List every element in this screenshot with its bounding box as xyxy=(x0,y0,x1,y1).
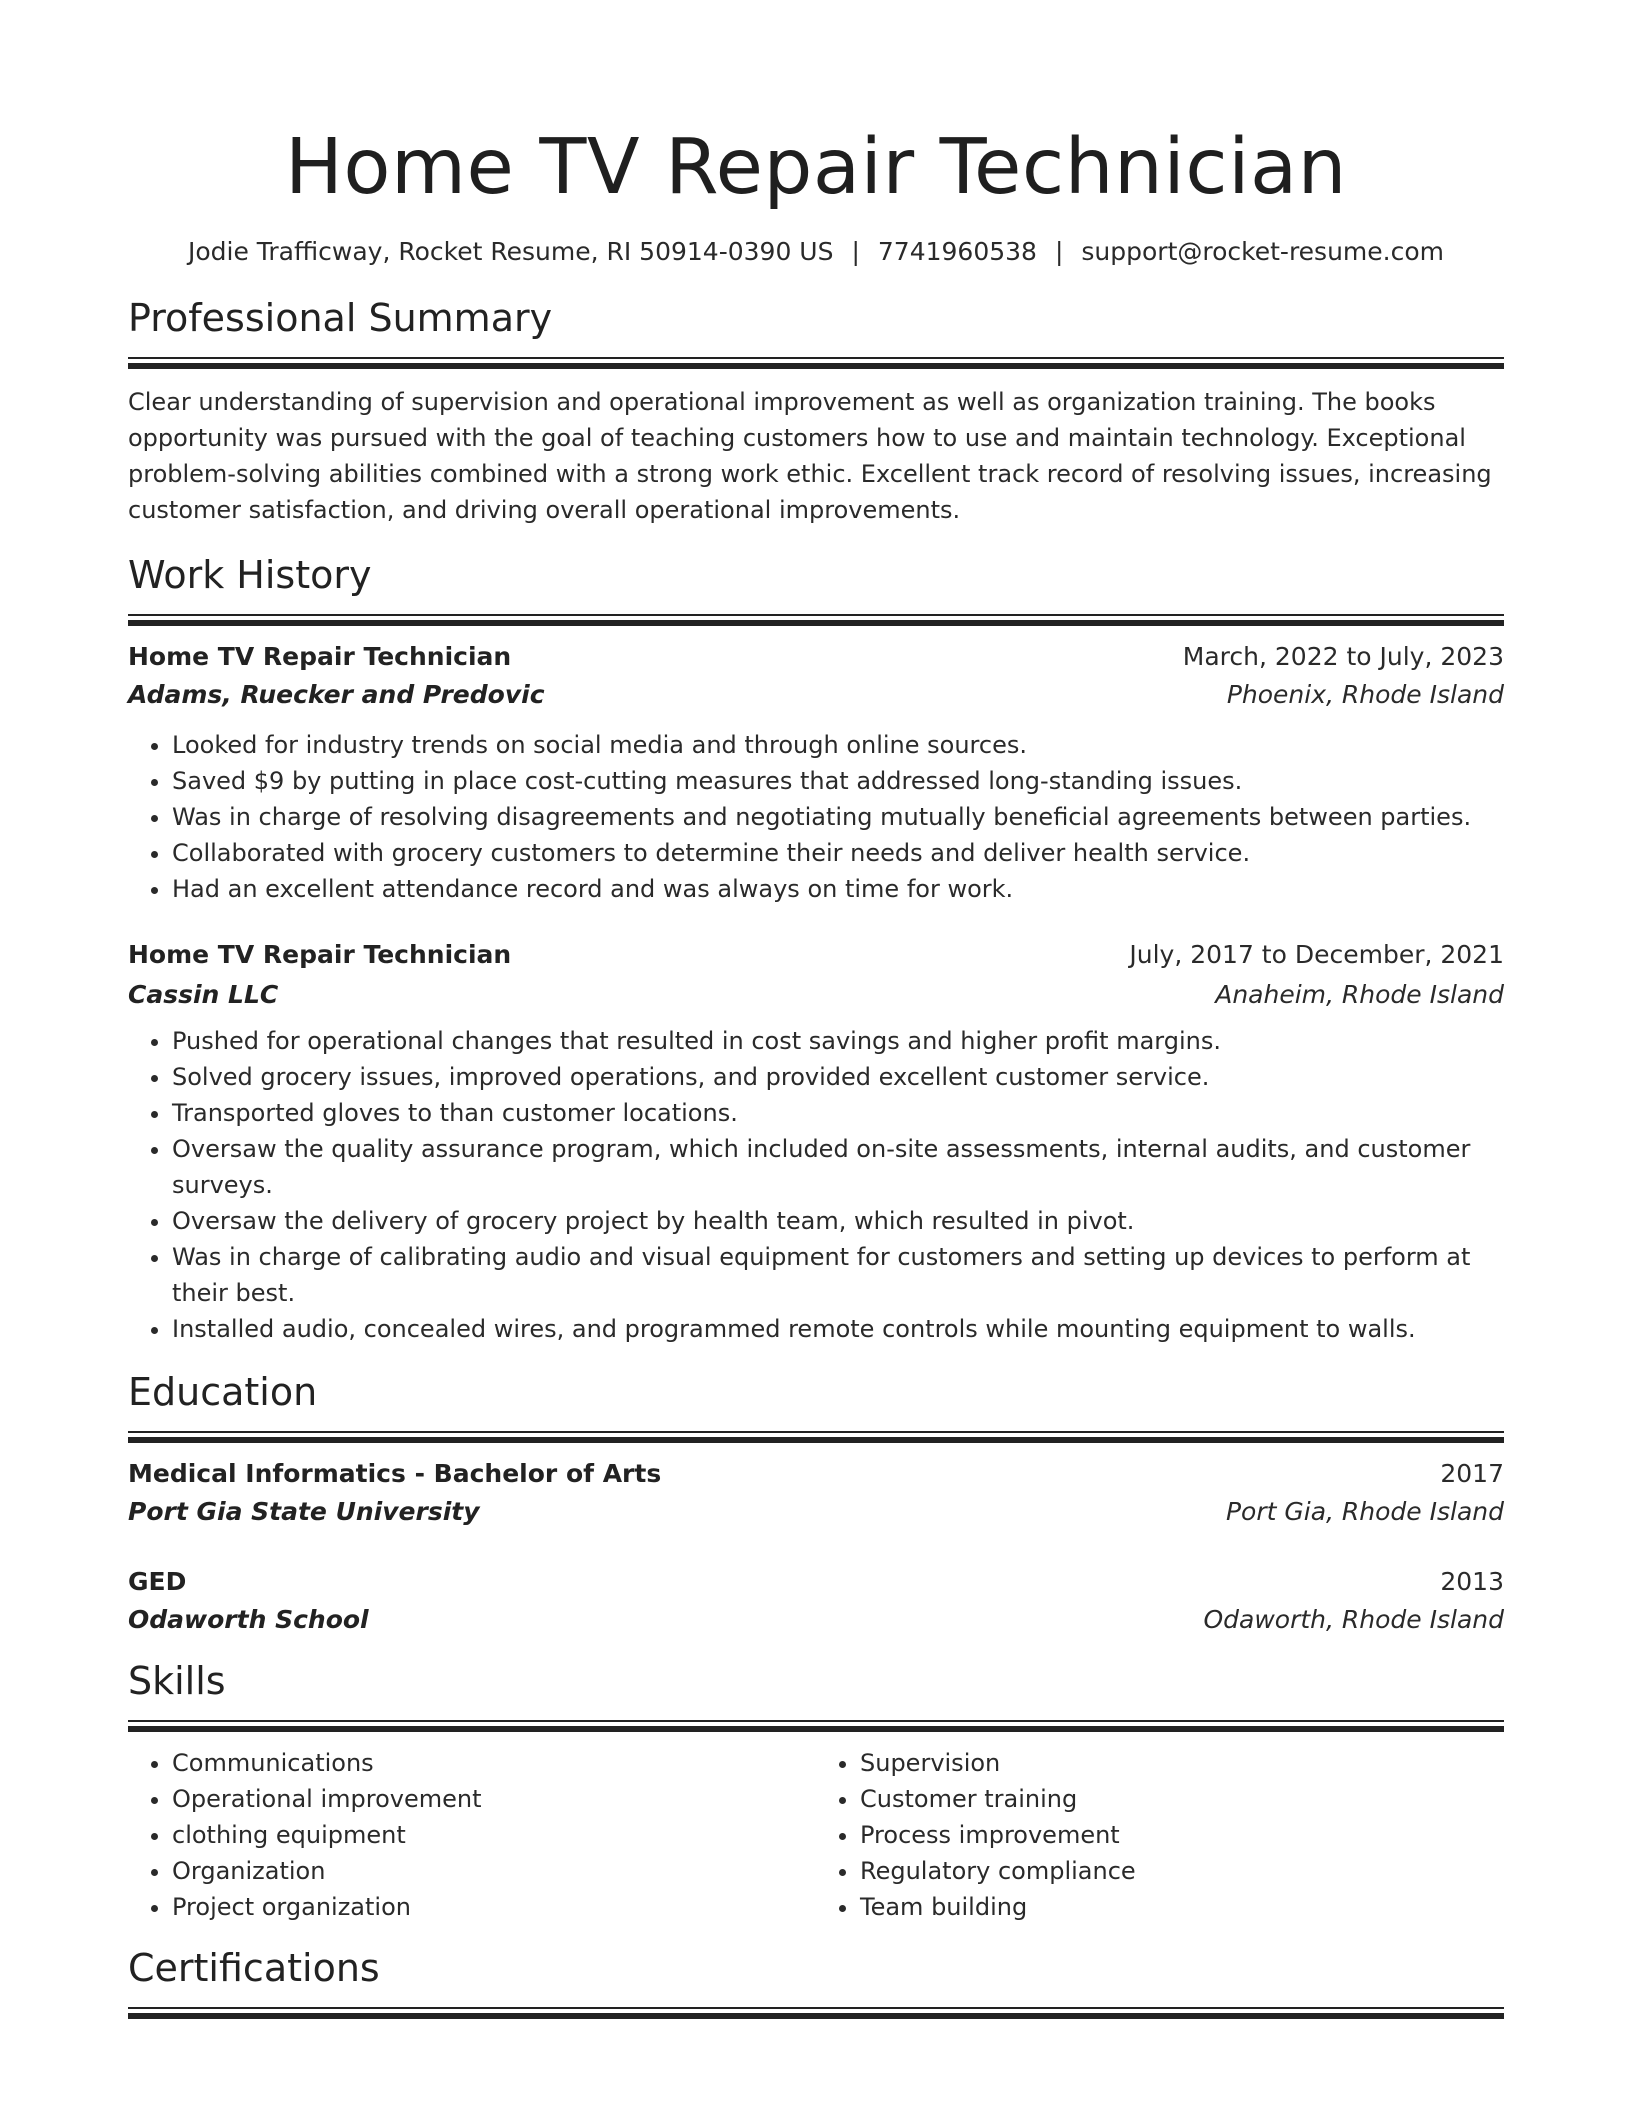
education-school: Port Gia State University xyxy=(128,1497,480,1526)
list-item: • Was in charge of resolving disagreements and negotiating mutually beneficial agreements between parties. xyxy=(172,799,1504,835)
job-entry xyxy=(128,639,1504,907)
list-item: • Pushed for operational changes that resulted in cost savings and higher profit margins. xyxy=(172,1023,1504,1059)
list-item: • Was in charge of calibrating audio and visual equipment for customers and setting up devices to perform at their best. xyxy=(172,1239,1504,1311)
summary-section xyxy=(128,293,1504,528)
skill-item: • Customer training xyxy=(860,1781,1504,1817)
section-title-work-history: Work History xyxy=(128,553,372,597)
education-degree: Medical Informatics - Bachelor of Arts xyxy=(128,1459,662,1488)
list-item: • Saved $9 by putting in place cost-cutting measures that addressed long-standing issues. xyxy=(172,763,1504,799)
skills-column-left xyxy=(128,1745,816,1925)
section-title-education: Education xyxy=(128,1370,318,1414)
skill-item: • Operational improvement xyxy=(172,1781,816,1817)
skills-grid xyxy=(128,1745,1504,1925)
skill-item: • Supervision xyxy=(860,1745,1504,1781)
skills-list xyxy=(128,1745,816,1925)
skills-column-right xyxy=(816,1745,1504,1925)
contact-separator: | xyxy=(851,237,860,266)
section-title-certifications: Certifications xyxy=(128,1946,380,1990)
section-divider xyxy=(128,1720,1504,1731)
skill-item: • Regulatory compliance xyxy=(860,1853,1504,1889)
job-header-row xyxy=(128,937,1504,973)
list-item: • Collaborated with grocery customers to determine their needs and deliver health service. xyxy=(172,835,1504,871)
section-divider xyxy=(128,614,1504,625)
list-item: • Had an excellent attendance record and was always on time for work. xyxy=(172,871,1504,907)
education-entry xyxy=(128,1456,1504,1530)
education-location: Odaworth, Rhode Island xyxy=(1203,1605,1504,1634)
contact-email: support@rocket-resume.com xyxy=(1081,237,1445,266)
resume-title: Home TV Repair Technician xyxy=(285,123,1347,212)
summary-text: Clear understanding of supervision and operational improvement as well as organization training. The books opportunity was pursued with the goal of teaching customers how to use and maintain technology. Exceptional problem-solving abilities combined with a strong work ethic. Excellent track record of resolving issues, increasing customer satisfaction, and driving overall operational improvements. xyxy=(128,388,1492,524)
list-item: • Oversaw the delivery of grocery project by health team, which resulted in pivot. xyxy=(172,1203,1504,1239)
education-year: 2017 xyxy=(1440,1459,1504,1488)
job-location: Phoenix, Rhode Island xyxy=(1226,680,1504,709)
job-bullets xyxy=(128,727,1504,907)
education-header-row xyxy=(128,1456,1504,1492)
section-divider xyxy=(128,1431,1504,1442)
education-location: Port Gia, Rhode Island xyxy=(1225,1497,1504,1526)
job-company-row xyxy=(128,977,1504,1013)
skill-item: • Project organization xyxy=(172,1889,816,1925)
education-school-row xyxy=(128,1494,1504,1530)
contact-phone: 7741960538 xyxy=(877,237,1037,266)
job-dates: March, 2022 to July, 2023 xyxy=(1182,642,1504,671)
contact-line xyxy=(128,235,1504,269)
education-school-row xyxy=(128,1602,1504,1638)
skill-item: • Organization xyxy=(172,1853,816,1889)
certifications-section xyxy=(128,1943,1504,2018)
job-bullets xyxy=(128,1023,1504,1347)
contact-separator: | xyxy=(1054,237,1064,266)
education-entry xyxy=(128,1564,1504,1638)
job-title: Home TV Repair Technician xyxy=(128,642,512,671)
list-item: • Oversaw the quality assurance program, which included on-site assessments, internal audits, and customer surveys. xyxy=(172,1131,1504,1203)
job-location: Anaheim, Rhode Island xyxy=(1215,980,1504,1009)
job-header-row xyxy=(128,639,1504,675)
skill-item: • Communications xyxy=(172,1745,816,1781)
contact-address: Jodie Trafficway, Rocket Resume, RI 50914-0390 US xyxy=(187,237,834,266)
list-item: • Looked for industry trends on social media and through online sources. xyxy=(172,727,1504,763)
job-company-row xyxy=(128,677,1504,713)
work-history-section xyxy=(128,550,1504,1347)
job-entry xyxy=(128,937,1504,1347)
job-dates: July, 2017 to December, 2021 xyxy=(1129,940,1504,969)
section-title-summary: Professional Summary xyxy=(128,296,553,340)
section-title-skills: Skills xyxy=(128,1659,226,1703)
education-year: 2013 xyxy=(1440,1567,1504,1596)
list-item: • Solved grocery issues, improved operations, and provided excellent customer service. xyxy=(172,1059,1504,1095)
education-school: Odaworth School xyxy=(128,1605,369,1634)
skill-item: • Process improvement xyxy=(860,1817,1504,1853)
list-item: • Installed audio, concealed wires, and programmed remote controls while mounting equipment to walls. xyxy=(172,1311,1504,1347)
list-item: • Transported gloves to than customer locations. xyxy=(172,1095,1504,1131)
education-header-row xyxy=(128,1564,1504,1600)
job-company: Adams, Ruecker and Predovic xyxy=(128,680,545,709)
education-section xyxy=(128,1367,1504,1638)
skills-list xyxy=(816,1745,1504,1925)
job-company: Cassin LLC xyxy=(128,980,279,1009)
skill-item: • clothing equipment xyxy=(172,1817,816,1853)
skills-section xyxy=(128,1656,1504,1925)
skill-item: • Team building xyxy=(860,1889,1504,1925)
section-divider xyxy=(128,357,1504,368)
section-divider xyxy=(128,2007,1504,2018)
education-degree: GED xyxy=(128,1567,187,1596)
job-title: Home TV Repair Technician xyxy=(128,940,512,969)
